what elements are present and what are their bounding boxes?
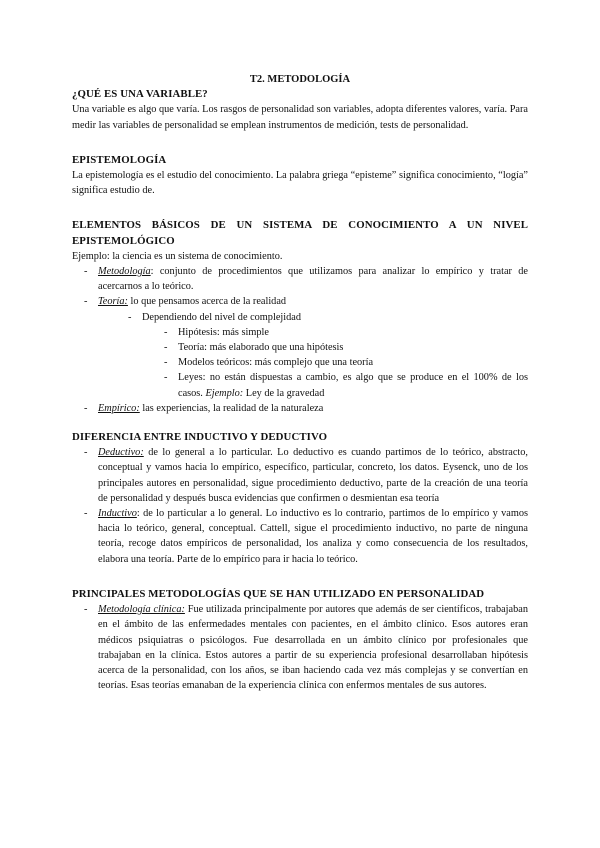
list-item-modelos	[72, 355, 528, 370]
list-item-empirico	[72, 401, 528, 416]
term-deductivo: Deductivo:	[98, 447, 144, 459]
definition-empirico: las experiencias, la realidad de la naturaleza	[139, 402, 324, 414]
definition-metodologia: : conjunto de procedimientos que utilizamos para analizar lo empírico y tratar de acercarnos a lo teórico.	[98, 266, 528, 293]
page-title: T2. METODOLOGÍA	[249, 74, 351, 85]
ejemplo-text: Ley de la gravedad	[243, 387, 325, 399]
ejemplo-label: Ejemplo:	[205, 387, 244, 399]
dash-bullet: -	[84, 296, 88, 308]
term-teoria: Teoría:	[98, 296, 128, 308]
dash-bullet: -	[164, 372, 168, 384]
section-heading-metodologias: PRINCIPALES METODOLOGÍAS QUE SE HAN UTILIZADO EN PERSONALIDAD	[72, 587, 485, 600]
paragraph-ejemplo: Ejemplo: la ciencia es un sistema de conocimiento.	[72, 250, 283, 262]
section-heading-variable: ¿QUÉ ES UNA VARIABLE?	[72, 88, 208, 101]
definition-deductivo: de lo general a lo particular. Lo deductivo es cuando partimos de lo teórico, abstracto, conceptual y vamos hacia lo empírico, específico, particular, concreto, los datos. Eysenck, uno de los principales autores en personalidad, sigue procedimiento deductivo, parte de la creación de una teoría de personalidad y después busca evidencias que confirmen o desmientan esa teoría	[98, 447, 528, 504]
document-page	[72, 72, 528, 693]
dash-bullet: -	[84, 266, 88, 278]
item-text: Leyes: no están dispuestas a cambio, es algo que se produce en el 100% de los casos.	[178, 372, 528, 399]
list-item-clinica	[72, 602, 528, 693]
paragraph-variable: Una variable es algo que varía. Los rasgos de personalidad son variables, adopta diferentes valores, varía. Para medir las variables de personalidad se emplean instrumentos de medición, tests de personalidad.	[72, 104, 528, 131]
list-item-complejidad	[72, 310, 528, 325]
paragraph-epistemologia: La epistemología es el estudio del conocimiento. La palabra griega “episteme” significa conocimiento, “logía” significa estudio de.	[72, 170, 528, 197]
item-text: Modelos teóricos: más complejo que una teoría	[178, 357, 374, 369]
definition-clinica: Fue utilizada principalmente por autores que además de ser científicos, trabajaban en el ámbito de las enfermedades mentales con pacientes, en el ámbito clínico. Esos autores eran médicos psiquiatras o psicólogos. Fue desarrollada en un ámbito clínico por profesionales que trabajaban en la clínica. Estos autores a partir de su experiencia profesional desarrollaban hipótesis acerca de la personalidad, con los años, se iban haciendo cada vez más complejas y se convertían en teorías. Esas teorías emanaban de la experiencia clínica con enfermos mentales de sus autores.	[98, 604, 528, 692]
dash-bullet: -	[164, 342, 168, 354]
section-heading-epistemologia: EPISTEMOLOGÍA	[72, 153, 167, 166]
dash-bullet: -	[164, 357, 168, 369]
dash-bullet: -	[84, 508, 88, 520]
dash-bullet: -	[128, 311, 132, 323]
dash-bullet: -	[84, 402, 88, 414]
list-item-deductivo	[72, 445, 528, 506]
term-empirico: Empírico:	[98, 402, 140, 414]
term-metodologia: Metodología	[98, 266, 151, 278]
item-text: Hipótesis: más simple	[178, 326, 269, 338]
definition-inductivo: : de lo particular a lo general. Lo inductivo es lo contrario, partimos de lo empírico y vamos hacia lo teórico, general, conceptual. Cattell, sigue el procedimiento inductivo, no parte de ninguna teoría, recoge datos empíricos de personalidad, los analiza y como consecuencia de los resultados, elabora una teoría. Parte de lo empírico para ir hacia lo teórico.	[98, 508, 528, 565]
definition-teoria: lo que pensamos acerca de la realidad	[127, 296, 287, 308]
term-clinica: Metodología clínica:	[98, 604, 185, 616]
list-item-teoria	[72, 294, 528, 309]
item-text: Teoría: más elaborado que una hipótesis	[178, 342, 344, 354]
list-item-hipotesis	[72, 325, 528, 340]
section-heading-diferencia: DIFERENCIA ENTRE INDUCTIVO Y DEDUCTIVO	[72, 431, 328, 444]
section-heading-elementos: ELEMENTOS BÁSICOS DE UN SISTEMA DE CONOCIMIENTO A UN NIVEL EPISTEMOLÓGICO	[72, 219, 528, 247]
list-item-leyes	[72, 370, 528, 400]
dash-bullet: -	[84, 604, 88, 616]
dash-bullet: -	[84, 447, 88, 459]
list-item-metodologia	[72, 264, 528, 294]
dash-bullet: -	[164, 326, 168, 338]
sub-item-complejidad: Dependiendo del nivel de complejidad	[142, 311, 301, 323]
list-item-inductivo	[72, 506, 528, 567]
term-inductivo: Inductivo	[98, 508, 137, 520]
list-item-teoria-nivel	[72, 340, 528, 355]
